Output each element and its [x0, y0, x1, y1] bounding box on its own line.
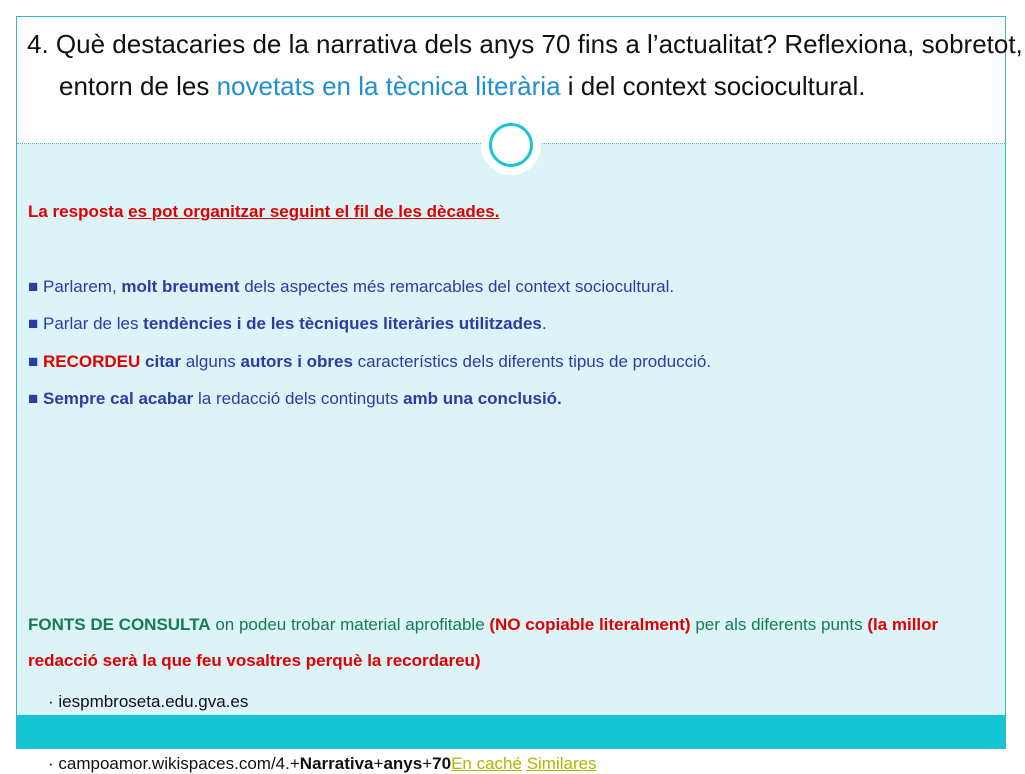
source-keyword: 70 — [432, 754, 452, 773]
sources-note: (la millor redacció serà la que feu vosaltres perquè la recordareu) — [28, 615, 939, 670]
title-part1: 4. Què destacaries de la narrativa dels anys 70 fins a l’actualitat? Reflexiona, sobretot, entorn de les — [27, 29, 1023, 101]
circle-ring-icon — [489, 123, 533, 167]
bullet-marker: ■ — [28, 389, 39, 408]
title-part2: i del context sociocultural. — [560, 71, 866, 101]
slide-title — [27, 23, 1025, 107]
bullet-text: . — [541, 314, 547, 333]
sources-text: on podeu trobar material aprofitable — [210, 615, 490, 634]
sources-warning: (NO copiable literalment) — [489, 615, 691, 634]
intro-line — [28, 202, 499, 222]
bullet-text: alguns — [180, 352, 241, 371]
bullet-bold: tendències i de les tècniques literàries utilitzades — [143, 314, 542, 333]
sources-label: FONTS DE CONSULTA — [28, 615, 211, 634]
bullet-red-bold: RECORDEU — [43, 352, 141, 371]
source-keyword: Narrativa — [299, 754, 374, 773]
title-highlight: novetats en la tècnica literària — [216, 71, 561, 101]
bullet-bold: citar — [145, 352, 181, 371]
sources-paragraph — [28, 607, 988, 679]
bullet-3 — [28, 352, 711, 372]
intro-plain: La resposta — [28, 202, 129, 221]
content-area — [17, 144, 1005, 773]
bullet-1 — [28, 277, 674, 297]
bullet-marker: ■ — [28, 314, 39, 333]
bullet-2 — [28, 314, 547, 334]
source-item-3 — [48, 754, 597, 774]
bullet-text: la redacció dels continguts — [193, 389, 404, 408]
intro-underlined: es pot organitzar seguint el fil de les dècades. — [128, 202, 500, 221]
bullet-text: Parlarem, — [38, 277, 122, 296]
source-plus: + — [373, 754, 384, 773]
bullet-text: característics dels diferents tipus de producció. — [352, 352, 712, 371]
similar-link[interactable]: Similares — [526, 754, 597, 773]
source-keyword: anys — [383, 754, 423, 773]
source-item-1: · iespmbroseta.edu.gva.es — [48, 692, 249, 711]
sources-text: per als diferents punts — [690, 615, 868, 634]
bullet-4 — [28, 389, 562, 409]
bullet-marker: ■ — [28, 277, 39, 296]
bullet-marker: ■ — [28, 352, 39, 371]
source-plus: + — [422, 754, 433, 773]
cache-link[interactable]: En caché — [451, 754, 522, 773]
source-prefix: · campoamor.wikispaces.com/4.+ — [48, 754, 300, 773]
bullet-bold: autors i obres — [240, 352, 353, 371]
slide — [16, 16, 1023, 773]
bullet-text: Parlar de les — [38, 314, 144, 333]
bullet-bold: molt breument — [121, 277, 240, 296]
bullet-bold: amb una conclusió. — [403, 389, 562, 408]
footer-bar — [17, 715, 1005, 748]
bullet-bold: Sempre cal acabar — [43, 389, 194, 408]
bullet-text: dels aspectes més remarcables del context sociocultural. — [239, 277, 675, 296]
